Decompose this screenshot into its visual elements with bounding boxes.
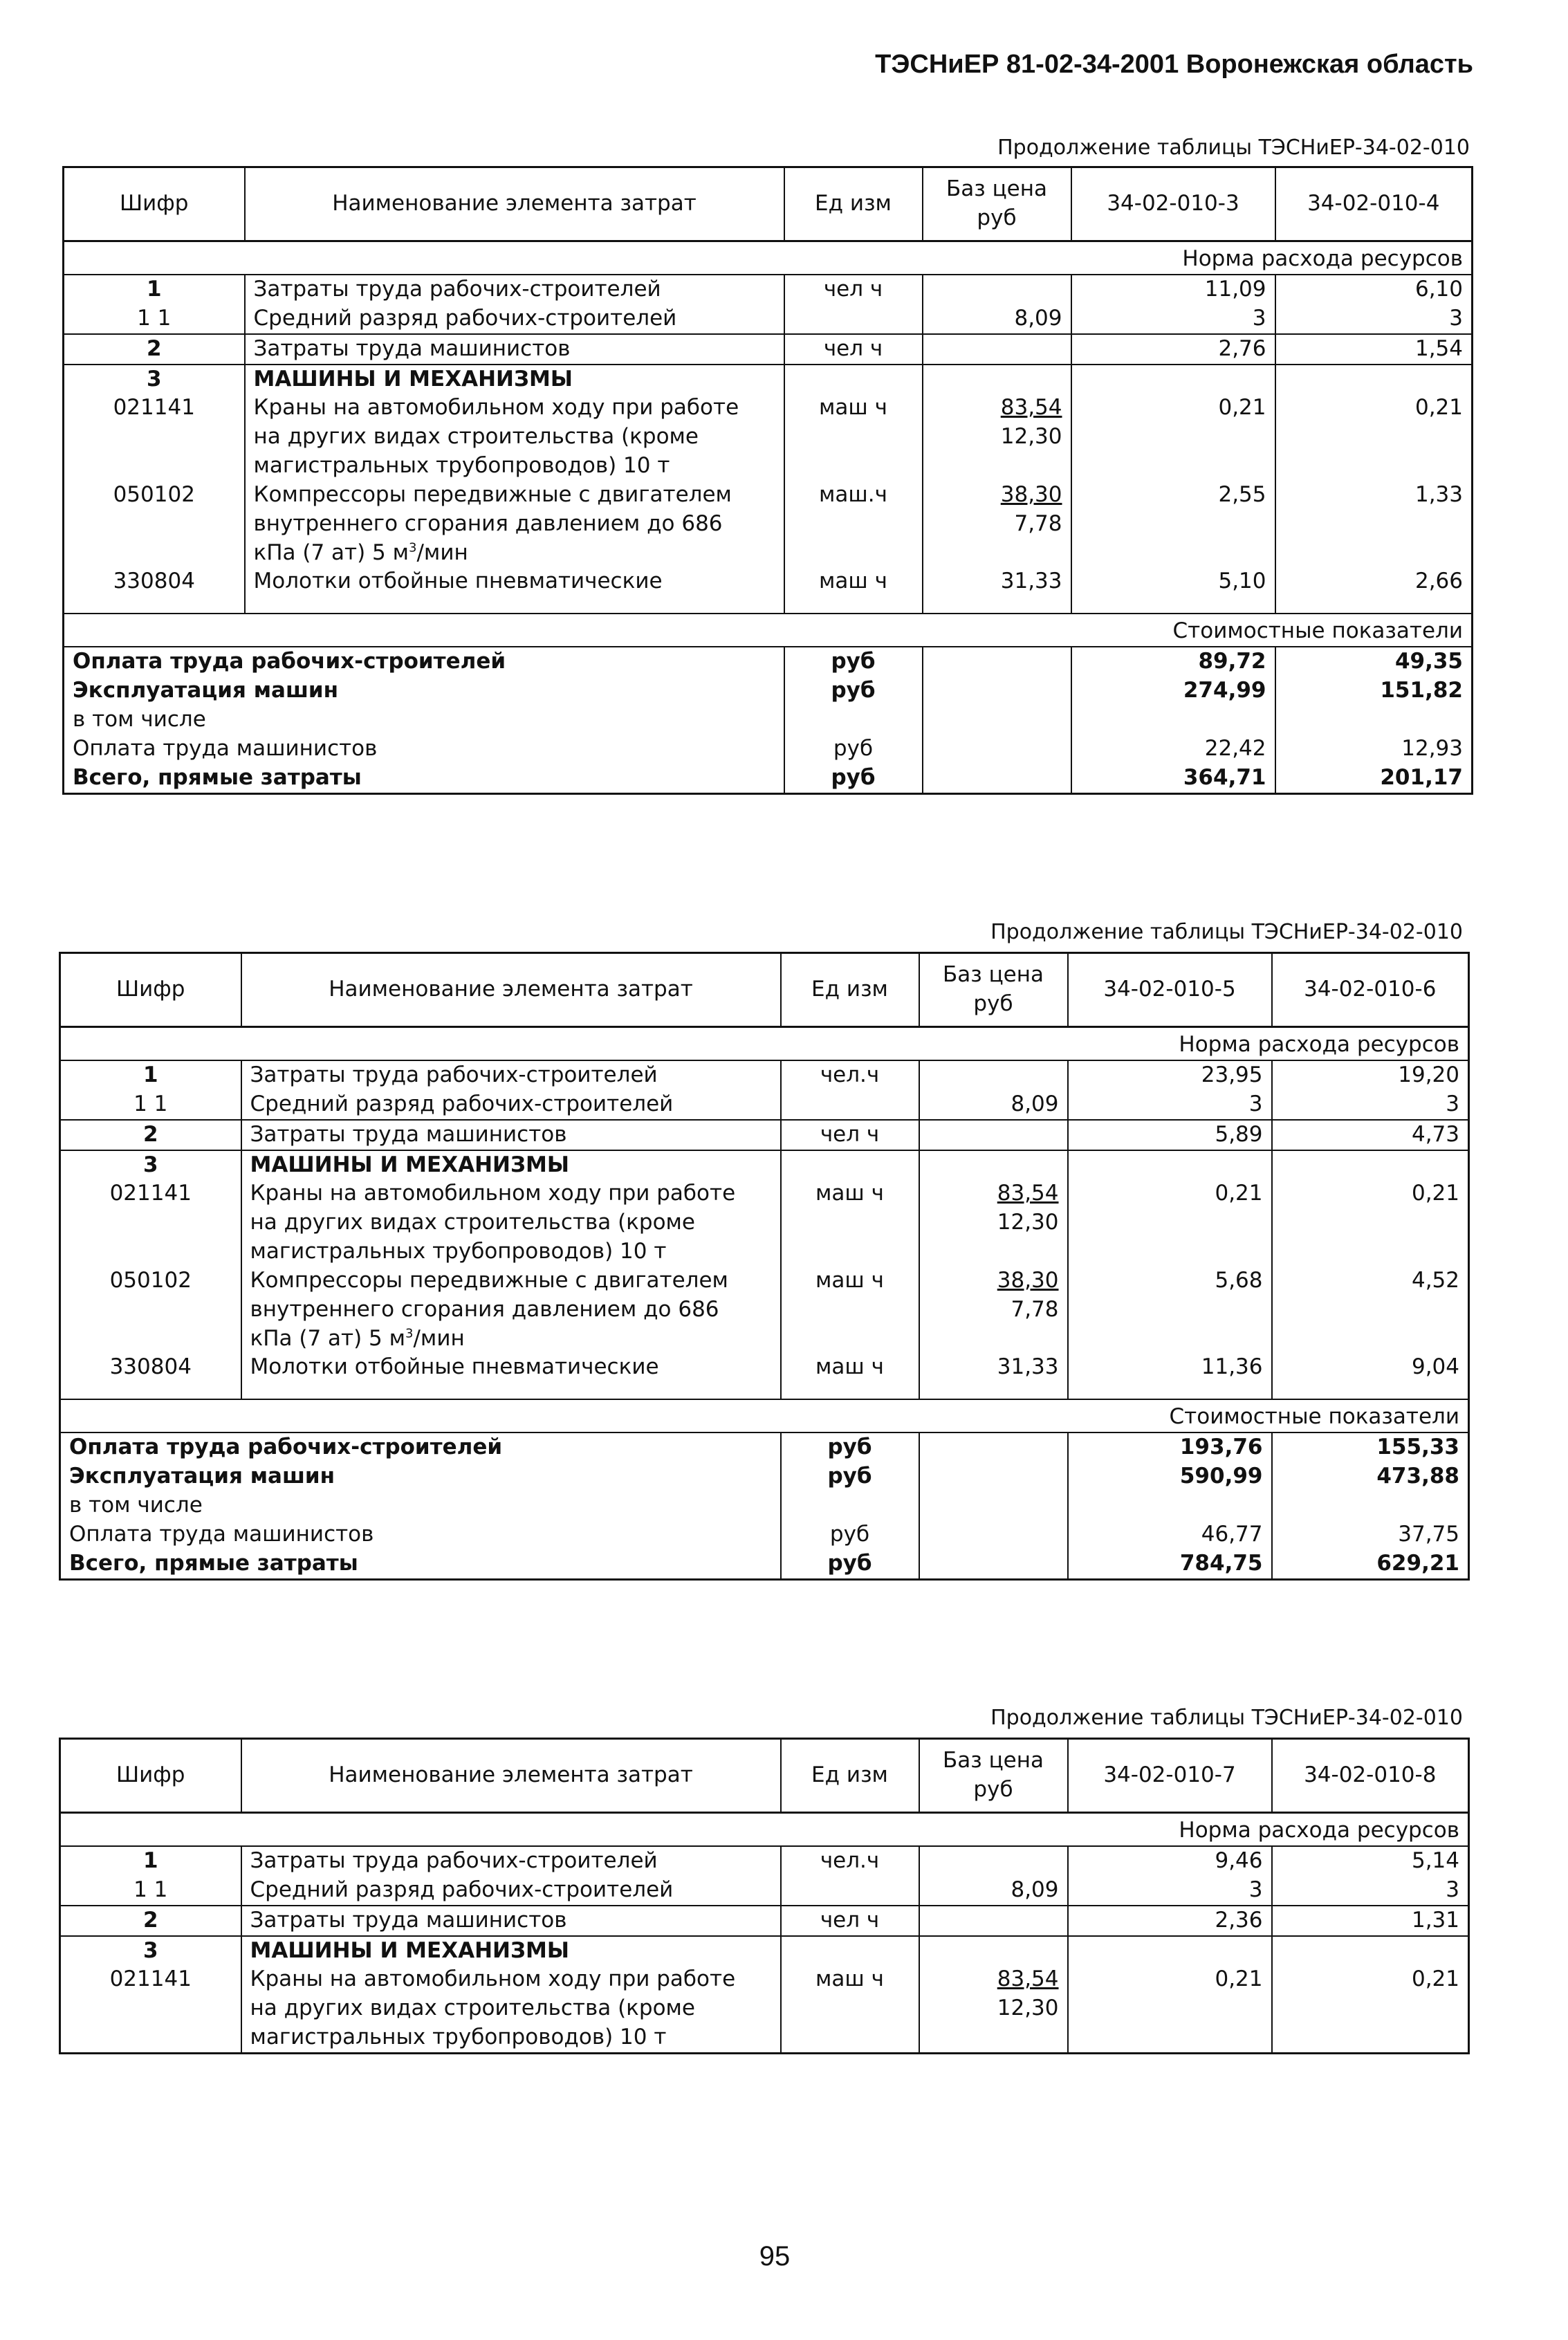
cost-value-b: 37,75 [1398,1521,1459,1547]
row-value-a: 3 [1068,1090,1272,1120]
table-caption: Продолжение таблицы ТЭСНиЕР-34-02-010 [990,1706,1463,1730]
row-value-a: 5,68 [1068,1266,1272,1354]
cost-label: Эксплуатация машин [69,1464,335,1489]
cost-value-b: 49,35 [1394,649,1463,674]
table-caption: Продолжение таблицы ТЭСНиЕР-34-02-010 [990,920,1463,944]
norm-table-2 [59,952,1470,1581]
row-price: 83,54 12,30 [919,1179,1068,1266]
section-norm: Норма расхода ресурсов [60,1027,1469,1061]
cost-value-a: 590,99 [1068,1462,1272,1491]
row-price: 38,30 7,78 [919,1266,1068,1354]
row-unit: маш ч [781,1965,919,2053]
table-row [64,567,1473,596]
cost-unit: руб [781,1462,919,1491]
row-name: Затраты труда машинистов [245,334,784,365]
row-code: 050102 [64,481,245,568]
row-name: МАШИНЫ И МЕХАНИЗМЫ [241,1936,781,1966]
row-unit: чел.ч [781,1846,919,1876]
row-code: 330804 [64,567,245,596]
row-code: 2 [60,1906,241,1936]
row-value-a: 3 [1068,1876,1272,1906]
row-name: Компрессоры передвижные с двигателем внутреннего сгорания давлением до 686 кПа (7 ат) 5 $м^3$/мин [245,481,784,568]
row-price [923,334,1071,365]
row-value-b: 3 [1275,304,1473,334]
row-value-a: 0,21 [1071,394,1275,481]
row-unit: маш.ч [784,481,923,568]
cost-value-a: 22,42 [1071,735,1275,764]
table-row [64,365,1473,394]
col-header-price: Баз цена руб [919,1739,1068,1813]
cost-row [60,1432,1469,1462]
cost-value-b: 201,17 [1380,764,1463,790]
cost-row [64,647,1473,676]
cost-row [60,1491,1469,1520]
col-header-b: 34-02-010-8 [1272,1739,1469,1813]
row-unit: маш ч [781,1179,919,1266]
table-row [60,1060,1469,1090]
row-value-a: 0,21 [1068,1965,1272,2053]
section-cost: Стоимостные показатели [64,614,1473,647]
cost-unit: руб [784,676,923,706]
row-name: Краны на автомобильном ходу при работе на других видах строительства (кроме магистральных трубопроводов) 10 т [241,1179,781,1266]
col-header-a: 34-02-010-7 [1068,1739,1272,1813]
row-unit: маш ч [781,1353,919,1382]
row-code: 021141 [60,1965,241,2053]
col-header-unit: Ед изм [781,953,919,1027]
row-value-a: 3 [1071,304,1275,334]
row-name: Молотки отбойные пневматические [241,1353,781,1382]
col-header-name: Наименование элемента затрат [241,1739,781,1813]
row-value-a: 11,09 [1071,275,1275,304]
row-unit: маш ч [781,1266,919,1354]
cost-row [60,1462,1469,1491]
row-name: Средний разряд рабочих-строителей [241,1090,781,1120]
row-price [919,1060,1068,1090]
col-header-a: 34-02-010-5 [1068,953,1272,1027]
row-price: 31,33 [923,567,1071,596]
row-name: МАШИНЫ И МЕХАНИЗМЫ [241,1150,781,1180]
col-header-price: Баз цена руб [919,953,1068,1027]
row-value-b: 9,04 [1411,1354,1459,1380]
page-header: ТЭСНиЕР 81-02-34-2001 Воронежская область [875,50,1473,79]
col-header-unit: Ед изм [784,167,923,241]
cost-unit: руб [784,647,923,676]
row-code: 021141 [60,1179,241,1266]
row-name: Молотки отбойные пневматические [245,567,784,596]
row-price: 83,54 12,30 [919,1965,1068,2053]
row-value-b: 3 [1272,1876,1469,1906]
row-price [919,1846,1068,1876]
norm-table-1 [62,166,1473,795]
table-row [60,1965,1469,2053]
row-name: Краны на автомобильном ходу при работе на других видах строительства (кроме магистральных трубопроводов) 10 т [241,1965,781,2053]
row-unit: чел ч [784,275,923,304]
table-header-row [60,1739,1469,1813]
row-value-a: 23,95 [1068,1060,1272,1090]
row-code: 1 1 [64,304,245,334]
row-value-b: 3 [1272,1090,1469,1120]
table-caption: Продолжение таблицы ТЭСНиЕР-34-02-010 [997,136,1470,160]
cost-value-a: 784,75 [1068,1549,1272,1579]
page-number: 95 [759,2241,791,2272]
row-price [919,1120,1068,1150]
row-code: 2 [64,334,245,365]
table-row [60,1906,1469,1936]
cost-value-b: 12,93 [1401,735,1463,761]
row-code: 3 [64,365,245,394]
row-unit: чел.ч [781,1060,919,1090]
row-code: 3 [60,1936,241,1966]
row-name: Затраты труда машинистов [241,1120,781,1150]
row-value-a: 5,10 [1071,567,1275,596]
cost-label: Оплата труда рабочих-строителей [69,1435,503,1460]
section-cost: Стоимостные показатели [60,1399,1469,1432]
row-name: Затраты труда рабочих-строителей [241,1060,781,1090]
row-unit: чел ч [781,1906,919,1936]
row-name: Краны на автомобильном ходу при работе на других видах строительства (кроме магистральных трубопроводов) 10 т [245,394,784,481]
row-value-b: 0,21 [1411,1181,1459,1206]
cost-value-a: 274,99 [1071,676,1275,706]
table-row [60,1266,1469,1354]
row-value-b: 19,20 [1398,1062,1459,1087]
row-value-a: 2,36 [1068,1906,1272,1936]
cost-label: Оплата труда рабочих-строителей [73,649,506,674]
cost-unit: руб [784,764,923,793]
cost-value-a: 193,76 [1068,1432,1272,1462]
row-value-b: 1,33 [1414,481,1463,507]
cost-value-b: 629,21 [1376,1550,1459,1576]
row-unit: чел ч [784,334,923,365]
table-row [60,1090,1469,1120]
cost-row [64,735,1473,764]
table-row [64,334,1473,365]
row-code: 2 [60,1120,241,1150]
row-code: 1 [60,1846,241,1876]
cost-value-a: 364,71 [1071,764,1275,793]
cost-label: Оплата труда машинистов [69,1521,374,1547]
row-price [919,1906,1068,1936]
row-code: 1 [64,275,245,304]
col-header-code: Шифр [60,1739,241,1813]
row-code: 050102 [60,1266,241,1354]
row-code: 1 [60,1060,241,1090]
row-price: 31,33 [919,1353,1068,1382]
row-value-b: 0,21 [1411,1966,1459,1992]
row-code: 330804 [60,1353,241,1382]
section-norm: Норма расхода ресурсов [60,1813,1469,1847]
cost-unit: руб [781,1549,919,1579]
row-value-b: 2,66 [1414,569,1463,594]
table-row [60,1846,1469,1876]
row-value-b: 0,21 [1414,395,1463,421]
row-value-a: 11,36 [1068,1353,1272,1382]
cost-row [64,764,1473,793]
cost-value-a: 89,72 [1071,647,1275,676]
col-header-b: 34-02-010-4 [1275,167,1473,241]
cost-unit: руб [781,1432,919,1462]
col-header-a: 34-02-010-3 [1071,167,1275,241]
cost-unit: руб [781,1520,919,1549]
cost-value-b: 151,82 [1380,678,1463,703]
row-name: Затраты труда машинистов [241,1906,781,1936]
row-code: 021141 [64,394,245,481]
row-unit [781,1876,919,1906]
row-price: 8,09 [919,1876,1068,1906]
row-name: Средний разряд рабочих-строителей [245,304,784,334]
row-value-b: 6,10 [1414,277,1463,302]
cost-row [64,706,1473,735]
cost-row [64,676,1473,706]
cost-label: Эксплуатация машин [73,678,339,703]
col-header-unit: Ед изм [781,1739,919,1813]
col-header-b: 34-02-010-6 [1272,953,1469,1027]
row-value-b: 1,31 [1272,1906,1469,1936]
cost-label: Всего, прямые затраты [73,764,362,790]
table-row [64,481,1473,568]
cost-value-b: 473,88 [1376,1464,1459,1489]
cost-label: в том числе [69,1492,203,1518]
row-value-b: 4,73 [1272,1120,1469,1150]
row-price: 83,54 12,30 [923,394,1071,481]
row-price: 8,09 [919,1090,1068,1120]
cost-value-b: 155,33 [1376,1435,1459,1460]
cost-unit: руб [784,735,923,764]
row-value-a: 2,76 [1071,334,1275,365]
table-row [60,1876,1469,1906]
row-unit [784,304,923,334]
row-price: 38,30 7,78 [923,481,1071,568]
table-row [60,1150,1469,1180]
row-name: Затраты труда рабочих-строителей [245,275,784,304]
col-header-price: Баз цена руб [923,167,1071,241]
row-unit: маш ч [784,567,923,596]
row-name: МАШИНЫ И МЕХАНИЗМЫ [245,365,784,394]
table-header-row [64,167,1473,241]
row-name: Средний разряд рабочих-строителей [241,1876,781,1906]
col-header-name: Наименование элемента затрат [241,953,781,1027]
row-unit: маш ч [784,394,923,481]
row-unit [781,1090,919,1120]
table-row [60,1179,1469,1266]
table-row [64,304,1473,334]
cost-label: Всего, прямые затраты [69,1550,358,1576]
cost-row [60,1549,1469,1579]
row-value-a: 2,55 [1071,481,1275,568]
row-code: 1 1 [60,1090,241,1120]
row-code: 1 1 [60,1876,241,1906]
table-row [60,1353,1469,1382]
col-header-code: Шифр [60,953,241,1027]
cost-label: в том числе [73,706,206,732]
row-price [923,275,1071,304]
row-value-b: 1,54 [1275,334,1473,365]
row-value-a: 9,46 [1068,1846,1272,1876]
cost-label: Оплата труда машинистов [73,735,378,761]
row-price: 8,09 [923,304,1071,334]
table-row [60,1120,1469,1150]
col-header-name: Наименование элемента затрат [245,167,784,241]
row-name: Затраты труда рабочих-строителей [241,1846,781,1876]
table-row [64,394,1473,481]
col-header-code: Шифр [64,167,245,241]
row-value-b: 5,14 [1411,1848,1459,1873]
section-norm: Норма расхода ресурсов [64,241,1473,275]
row-unit: чел ч [781,1120,919,1150]
row-code: 3 [60,1150,241,1180]
row-name: Компрессоры передвижные с двигателем внутреннего сгорания давлением до 686 кПа (7 ат) 5 $м^3$/мин [241,1266,781,1354]
table-row [64,275,1473,304]
cost-row [60,1520,1469,1549]
row-value-a: 0,21 [1068,1179,1272,1266]
norm-table-3 [59,1738,1470,2054]
row-value-a: 5,89 [1068,1120,1272,1150]
table-row [60,1936,1469,1966]
cost-value-a: 46,77 [1068,1520,1272,1549]
table-header-row [60,953,1469,1027]
row-value-b: 4,52 [1411,1267,1459,1293]
